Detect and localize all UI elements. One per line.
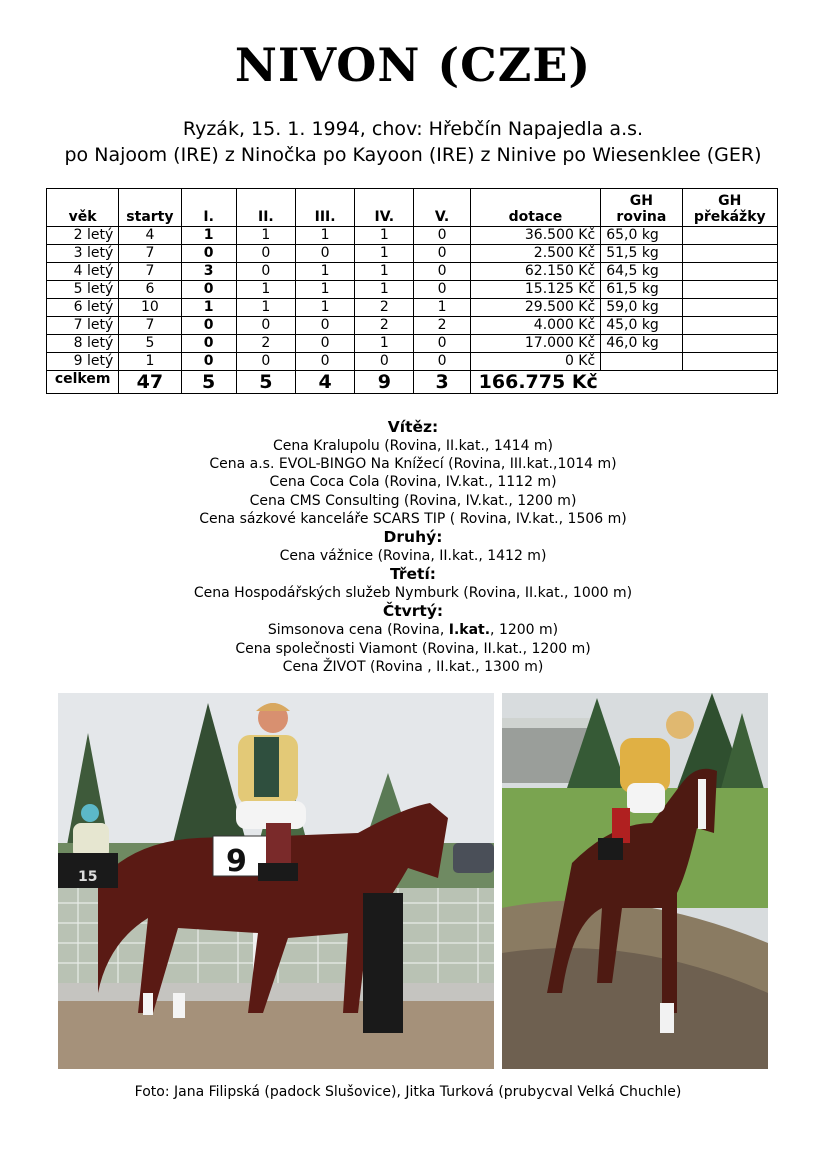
header-gh-jump: GH překážky <box>682 189 777 227</box>
second-race: Cena vážnice (Rovina, II.kat., 1412 m) <box>279 548 547 565</box>
table-row <box>47 299 778 317</box>
horse-breeding-info: Ryzák, 15. 1. 1994, chov: Hřebčín Napajedla a.s. <box>182 118 644 140</box>
row-gh-jump <box>682 263 777 281</box>
table-header-row <box>47 189 778 227</box>
row-fifth: 2 <box>414 317 470 335</box>
total-fifth: 3 <box>414 371 470 394</box>
row-age: 3 letý <box>47 245 119 263</box>
table-row <box>47 335 778 353</box>
total-label: celkem <box>47 371 119 394</box>
total-third: 4 <box>295 371 354 394</box>
row-gh-flat: 65,0 kg <box>601 227 682 245</box>
row-second: 0 <box>236 263 295 281</box>
row-fourth: 2 <box>355 299 414 317</box>
row-first: 0 <box>181 281 236 299</box>
row-fourth: 0 <box>355 353 414 371</box>
row-second: 1 <box>236 281 295 299</box>
row-fourth: 1 <box>355 227 414 245</box>
row-age: 6 letý <box>47 299 119 317</box>
row-second: 0 <box>236 353 295 371</box>
row-starts: 7 <box>119 263 181 281</box>
row-first: 3 <box>181 263 236 281</box>
header-gh-flat: GH rovina <box>601 189 682 227</box>
total-second: 5 <box>236 371 295 394</box>
row-third: 0 <box>295 245 354 263</box>
row-gh-flat <box>601 353 682 371</box>
header-fifth: V. <box>414 189 470 227</box>
fourth-race-pre: Simsonova cena (Rovina, <box>267 622 449 639</box>
row-second: 0 <box>236 245 295 263</box>
row-starts: 7 <box>119 245 181 263</box>
row-fifth: 0 <box>414 245 470 263</box>
row-gh-flat: 46,0 kg <box>601 335 682 353</box>
row-starts: 4 <box>119 227 181 245</box>
row-first: 1 <box>181 299 236 317</box>
fourth-race: Cena společnosti Viamont (Rovina, II.kat., 1200 m) <box>235 640 591 657</box>
row-age: 4 letý <box>47 263 119 281</box>
row-fourth: 1 <box>355 263 414 281</box>
photo-canter <box>502 693 768 1069</box>
row-fourth: 1 <box>355 281 414 299</box>
header-third: III. <box>295 189 354 227</box>
row-money: 4.000 Kč <box>470 317 601 335</box>
row-gh-flat: 45,0 kg <box>601 317 682 335</box>
table-row <box>47 317 778 335</box>
row-first: 0 <box>181 353 236 371</box>
row-money: 17.000 Kč <box>470 335 601 353</box>
row-fifth: 1 <box>414 299 470 317</box>
header-age: věk <box>47 189 119 227</box>
row-second: 0 <box>236 317 295 335</box>
row-money: 2.500 Kč <box>470 245 601 263</box>
fourth-heading: Čtvrtý: <box>382 602 444 621</box>
table-row <box>47 245 778 263</box>
row-second: 1 <box>236 227 295 245</box>
table-row <box>47 227 778 245</box>
row-money: 29.500 Kč <box>470 299 601 317</box>
row-gh-jump <box>682 245 777 263</box>
fourth-race: Cena ŽIVOT (Rovina , II.kat., 1300 m) <box>282 658 544 675</box>
winner-heading: Vítěz: <box>387 418 439 436</box>
winner-race: Cena CMS Consulting (Rovina, IV.kat., 1200 m) <box>249 492 577 509</box>
row-third: 1 <box>295 299 354 317</box>
row-fifth: 0 <box>414 335 470 353</box>
header-first: I. <box>181 189 236 227</box>
row-third: 1 <box>295 227 354 245</box>
row-gh-jump <box>682 353 777 371</box>
winner-race: Cena sázkové kanceláře SCARS TIP ( Rovina, IV.kat., 1506 m) <box>199 510 627 527</box>
row-first: 0 <box>181 317 236 335</box>
row-gh-flat: 59,0 kg <box>601 299 682 317</box>
fourth-race-category: I.kat. <box>448 622 491 639</box>
row-gh-flat: 61,5 kg <box>601 281 682 299</box>
row-starts: 6 <box>119 281 181 299</box>
photo-credit: Foto: Jana Filipská (padock Slušovice), Jitka Turková (prubycval Velká Chuchle) <box>134 1084 682 1100</box>
row-fourth: 1 <box>355 245 414 263</box>
row-second: 1 <box>236 299 295 317</box>
third-race: Cena Hospodářských služeb Nymburk (Rovina, II.kat., 1000 m) <box>193 585 633 602</box>
race-stats-table <box>46 188 778 394</box>
total-starts: 47 <box>119 371 181 394</box>
winner-race: Cena a.s. EVOL-BINGO Na Knížecí (Rovina, III.kat.,1014 m) <box>209 456 617 473</box>
row-fifth: 0 <box>414 353 470 371</box>
page-title: NIVON (CZE) <box>234 38 592 92</box>
saddlecloth-number: 9 <box>226 844 247 879</box>
table-row <box>47 353 778 371</box>
third-heading: Třetí: <box>390 565 436 584</box>
row-money: 15.125 Kč <box>470 281 601 299</box>
row-first: 1 <box>181 227 236 245</box>
row-gh-jump <box>682 317 777 335</box>
row-first: 0 <box>181 335 236 353</box>
row-gh-jump <box>682 335 777 353</box>
row-gh-jump <box>682 281 777 299</box>
row-second: 2 <box>236 335 295 353</box>
row-fourth: 2 <box>355 317 414 335</box>
row-fourth: 1 <box>355 335 414 353</box>
row-starts: 10 <box>119 299 181 317</box>
header-money: dotace <box>470 189 601 227</box>
header-starts: starty <box>119 189 181 227</box>
row-gh-jump <box>682 299 777 317</box>
second-heading: Druhý: <box>383 528 443 547</box>
header-second: II. <box>236 189 295 227</box>
row-third: 0 <box>295 335 354 353</box>
winner-race: Cena Coca Cola (Rovina, IV.kat., 1112 m) <box>269 474 557 491</box>
fourth-race <box>0 621 826 639</box>
row-third: 0 <box>295 353 354 371</box>
row-fifth: 0 <box>414 227 470 245</box>
row-age: 7 letý <box>47 317 119 335</box>
total-money: 166.775 Kč <box>470 371 777 394</box>
row-age: 5 letý <box>47 281 119 299</box>
row-starts: 5 <box>119 335 181 353</box>
row-money: 36.500 Kč <box>470 227 601 245</box>
row-third: 0 <box>295 317 354 335</box>
race-results <box>0 418 826 676</box>
row-money: 62.150 Kč <box>470 263 601 281</box>
row-starts: 1 <box>119 353 181 371</box>
fourth-race-post: , 1200 m) <box>490 622 559 639</box>
row-gh-flat: 64,5 kg <box>601 263 682 281</box>
total-fourth: 9 <box>355 371 414 394</box>
row-age: 9 letý <box>47 353 119 371</box>
horse-pedigree: po Najoom (IRE) z Ninočka po Kayoon (IRE) z Ninive po Wiesenklee (GER) <box>64 144 762 166</box>
row-third: 1 <box>295 263 354 281</box>
background-saddlecloth-number: 15 <box>78 869 98 885</box>
photo-paddock <box>58 693 494 1069</box>
table-total-row <box>47 371 778 394</box>
table-row <box>47 281 778 299</box>
row-fifth: 0 <box>414 263 470 281</box>
row-third: 1 <box>295 281 354 299</box>
header-fourth: IV. <box>355 189 414 227</box>
row-starts: 7 <box>119 317 181 335</box>
winner-race: Cena Kralupolu (Rovina, II.kat., 1414 m) <box>272 438 554 454</box>
row-gh-jump <box>682 227 777 245</box>
table-row <box>47 263 778 281</box>
row-age: 2 letý <box>47 227 119 245</box>
total-first: 5 <box>181 371 236 394</box>
row-fifth: 0 <box>414 281 470 299</box>
row-gh-flat: 51,5 kg <box>601 245 682 263</box>
row-age: 8 letý <box>47 335 119 353</box>
row-first: 0 <box>181 245 236 263</box>
row-money: 0 Kč <box>470 353 601 371</box>
